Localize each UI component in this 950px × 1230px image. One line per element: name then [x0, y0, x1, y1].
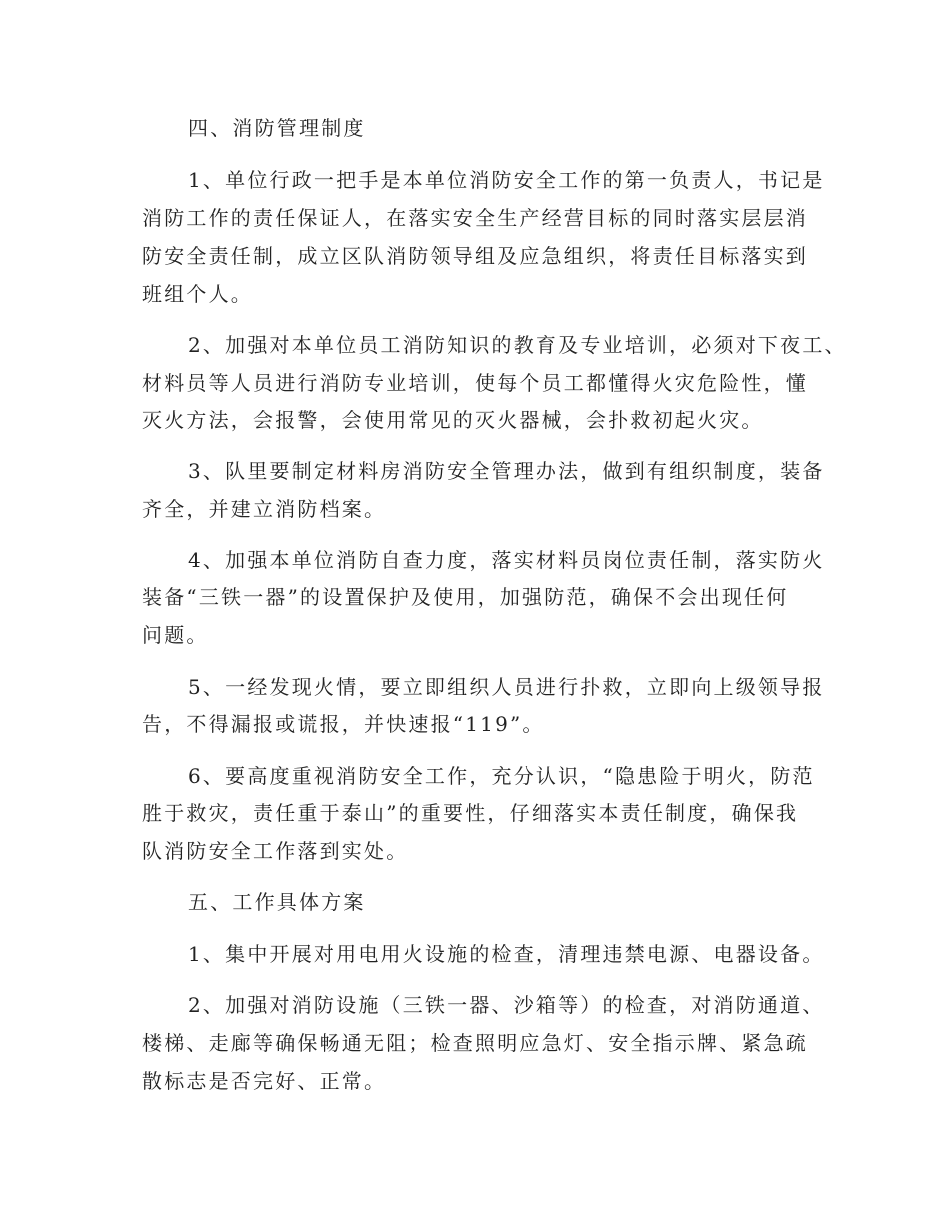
paragraph-line: 3、队里要制定材料房消防安全管理办法，做到有组织制度，装备: [188, 459, 825, 483]
paragraph-line: 班组个人。: [142, 282, 253, 306]
section-4-heading: 四、消防管理制度: [188, 116, 366, 140]
paragraph-line: 齐全，并建立消防档案。: [142, 497, 387, 521]
paragraph-line: 1、单位行政一把手是本单位消防安全工作的第一负责人，书记是: [188, 168, 825, 192]
paragraph-line: 告，不得漏报或谎报，并快速报“119”。: [142, 712, 545, 736]
paragraph-line: 问题。: [142, 623, 209, 647]
section-5-heading: 五、工作具体方案: [188, 890, 366, 914]
paragraph-line: 消防工作的责任保证人，在落实安全生产经营目标的同时落实层层消: [142, 206, 808, 230]
paragraph-line: 装备“三铁一器”的设置保护及使用，加强防范，确保不会出现任何: [142, 585, 789, 609]
paragraph-line: 6、要高度重视消防安全工作，充分认识，“隐患险于明火，防范: [188, 764, 815, 788]
paragraph-line: 楼梯、走廊等确保畅通无阻；检查照明应急灯、安全指示牌、紧急疏: [142, 1031, 808, 1055]
paragraph-line: 材料员等人员进行消防专业培训，使每个员工都懂得火灾危险性，懂: [142, 371, 808, 395]
paragraph-line: 防安全责任制，成立区队消防领导组及应急组织，将责任目标落实到: [142, 244, 808, 268]
paragraph-line: 灭火方法，会报警，会使用常见的灭火器械，会扑救初起火灾。: [142, 408, 764, 432]
paragraph-line: 2、加强对消防设施（三铁一器、沙箱等）的检查，对消防通道、: [188, 993, 825, 1017]
paragraph-line: 胜于救灾，责任重于泰山”的重要性，仔细落实本责任制度，确保我: [142, 801, 799, 825]
paragraph-line: 队消防安全工作落到实处。: [142, 839, 409, 863]
paragraph-line: 5、一经发现火情，要立即组织人员进行扑救，立即向上级领导报: [188, 675, 825, 699]
paragraph-line: 4、加强本单位消防自查力度，落实材料员岗位责任制，落实防火: [188, 548, 825, 572]
paragraph-line: 2、加强对本单位员工消防知识的教育及专业培训，必须对下夜工、: [188, 333, 847, 357]
paragraph-line: 散标志是否完好、正常。: [142, 1069, 387, 1093]
paragraph-line: 1、集中开展对用电用火设施的检查，清理违禁电源、电器设备。: [188, 942, 825, 966]
